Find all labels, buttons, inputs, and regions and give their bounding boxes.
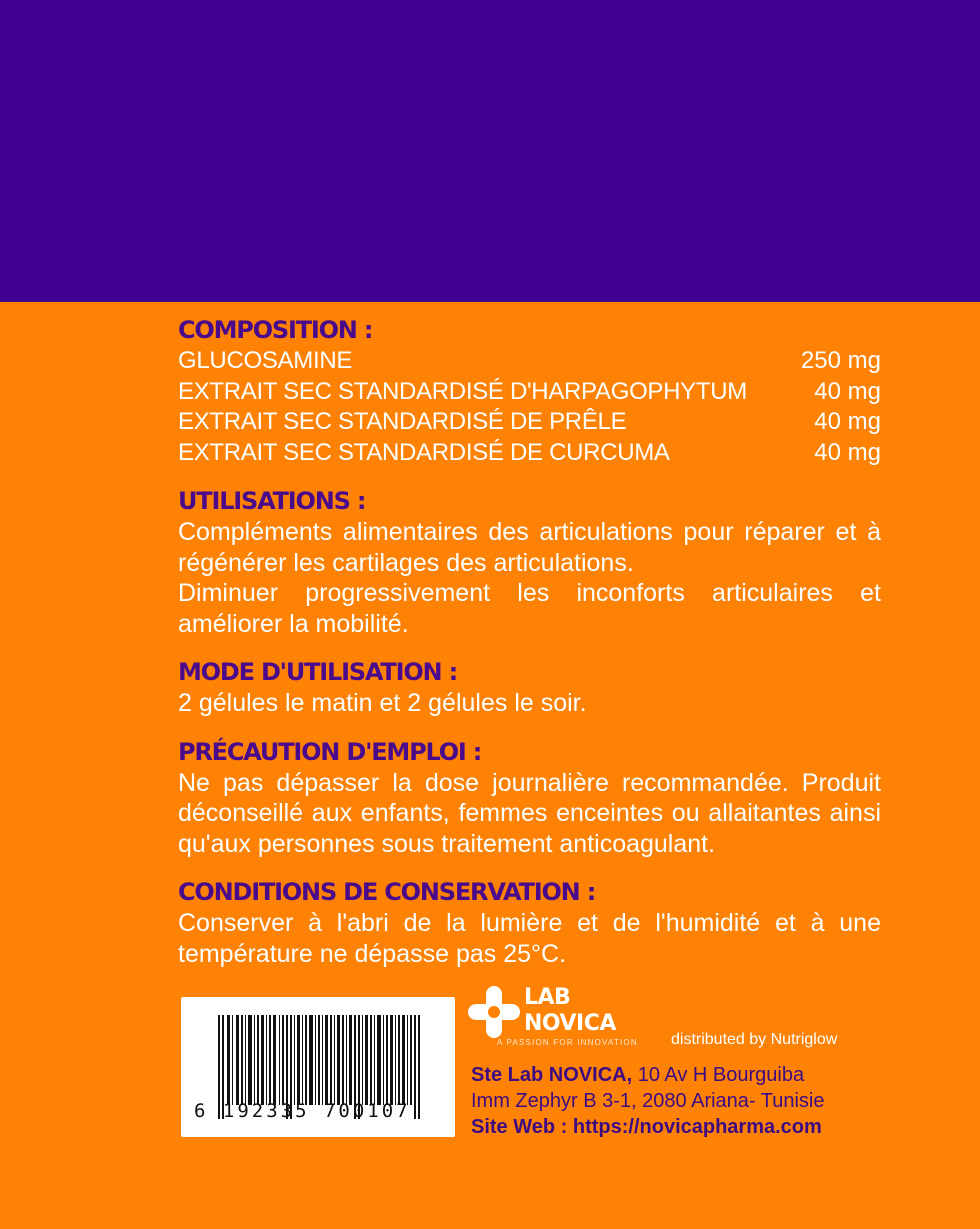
ingredient-name: GLUCOSAMINE: [178, 347, 353, 374]
ingredient-name: EXTRAIT SEC STANDARDISÉ DE CURCUMA: [178, 438, 670, 466]
conservation-section: [178, 876, 881, 969]
ingredient-dose: 40 mg: [814, 377, 881, 405]
utilisations-heading: UTILISATIONS :: [178, 487, 366, 515]
brand-name-line2: NOVICA: [524, 1011, 616, 1036]
distributor-text: distributed by Nutriglow: [671, 1031, 838, 1048]
precaution-section: [178, 736, 881, 860]
utilisations-section: [178, 485, 881, 639]
label-content: [178, 314, 881, 969]
mode-section: [178, 656, 881, 719]
lab-novica-logo-icon: [468, 986, 528, 1038]
company-address: [471, 1062, 825, 1140]
barcode-number: 6 192335 700107: [194, 1100, 411, 1122]
composition-row: [178, 438, 881, 469]
precaution-heading: PRÉCAUTION D'EMPLOI :: [178, 737, 482, 766]
website-link[interactable]: Site Web : https://novicapharma.com: [471, 1116, 822, 1138]
utilisations-text: Diminuer progressivement les inconforts articulaires et améliorer la mobilité.: [178, 579, 881, 638]
ingredient-name: EXTRAIT SEC STANDARDISÉ D'HARPAGOPHYTUM: [178, 377, 747, 405]
address-line1: [471, 1062, 825, 1088]
top-color-band: [0, 0, 980, 302]
ingredient-dose: 40 mg: [814, 438, 881, 466]
composition-row: [178, 407, 881, 438]
mode-text: 2 gélules le matin et 2 gélules le soir.: [178, 689, 587, 717]
address-line2: Imm Zephyr B 3-1, 2080 Ariana- Tunisie: [471, 1090, 825, 1112]
ingredient-dose: 40 mg: [814, 408, 881, 435]
conservation-text: Conserver à l'abri de la lumière et de l'humidité et à une température ne dépasse pas 25°C.: [178, 909, 881, 968]
street: 10 Av H Bourguiba: [632, 1064, 805, 1086]
brand-tagline: A PASSION FOR INNOVATION: [497, 1038, 638, 1047]
conservation-heading: CONDITIONS DE CONSERVATION :: [178, 878, 596, 906]
mode-heading: MODE D'UTILISATION :: [178, 658, 457, 686]
composition-section: [178, 314, 881, 468]
ingredient-dose: 250 mg: [800, 347, 881, 374]
composition-row: [178, 377, 881, 408]
precaution-text: Ne pas dépasser la dose journalière recommandée. Produit déconseillé aux enfants, femmes enceintes ou allaitantes ainsi qu'aux personnes sous traitement anticoagulant.: [178, 768, 881, 858]
brand-name-line1: LAB: [524, 985, 571, 1010]
company-name: Ste Lab NOVICA,: [471, 1064, 633, 1086]
utilisations-text: Compléments alimentaires des articulations pour réparer et à régénérer les cartilages des articulations.: [178, 518, 881, 577]
composition-row: [178, 346, 881, 377]
composition-heading: COMPOSITION :: [178, 316, 373, 344]
ingredient-name: EXTRAIT SEC STANDARDISÉ DE PRÊLE: [178, 408, 627, 435]
